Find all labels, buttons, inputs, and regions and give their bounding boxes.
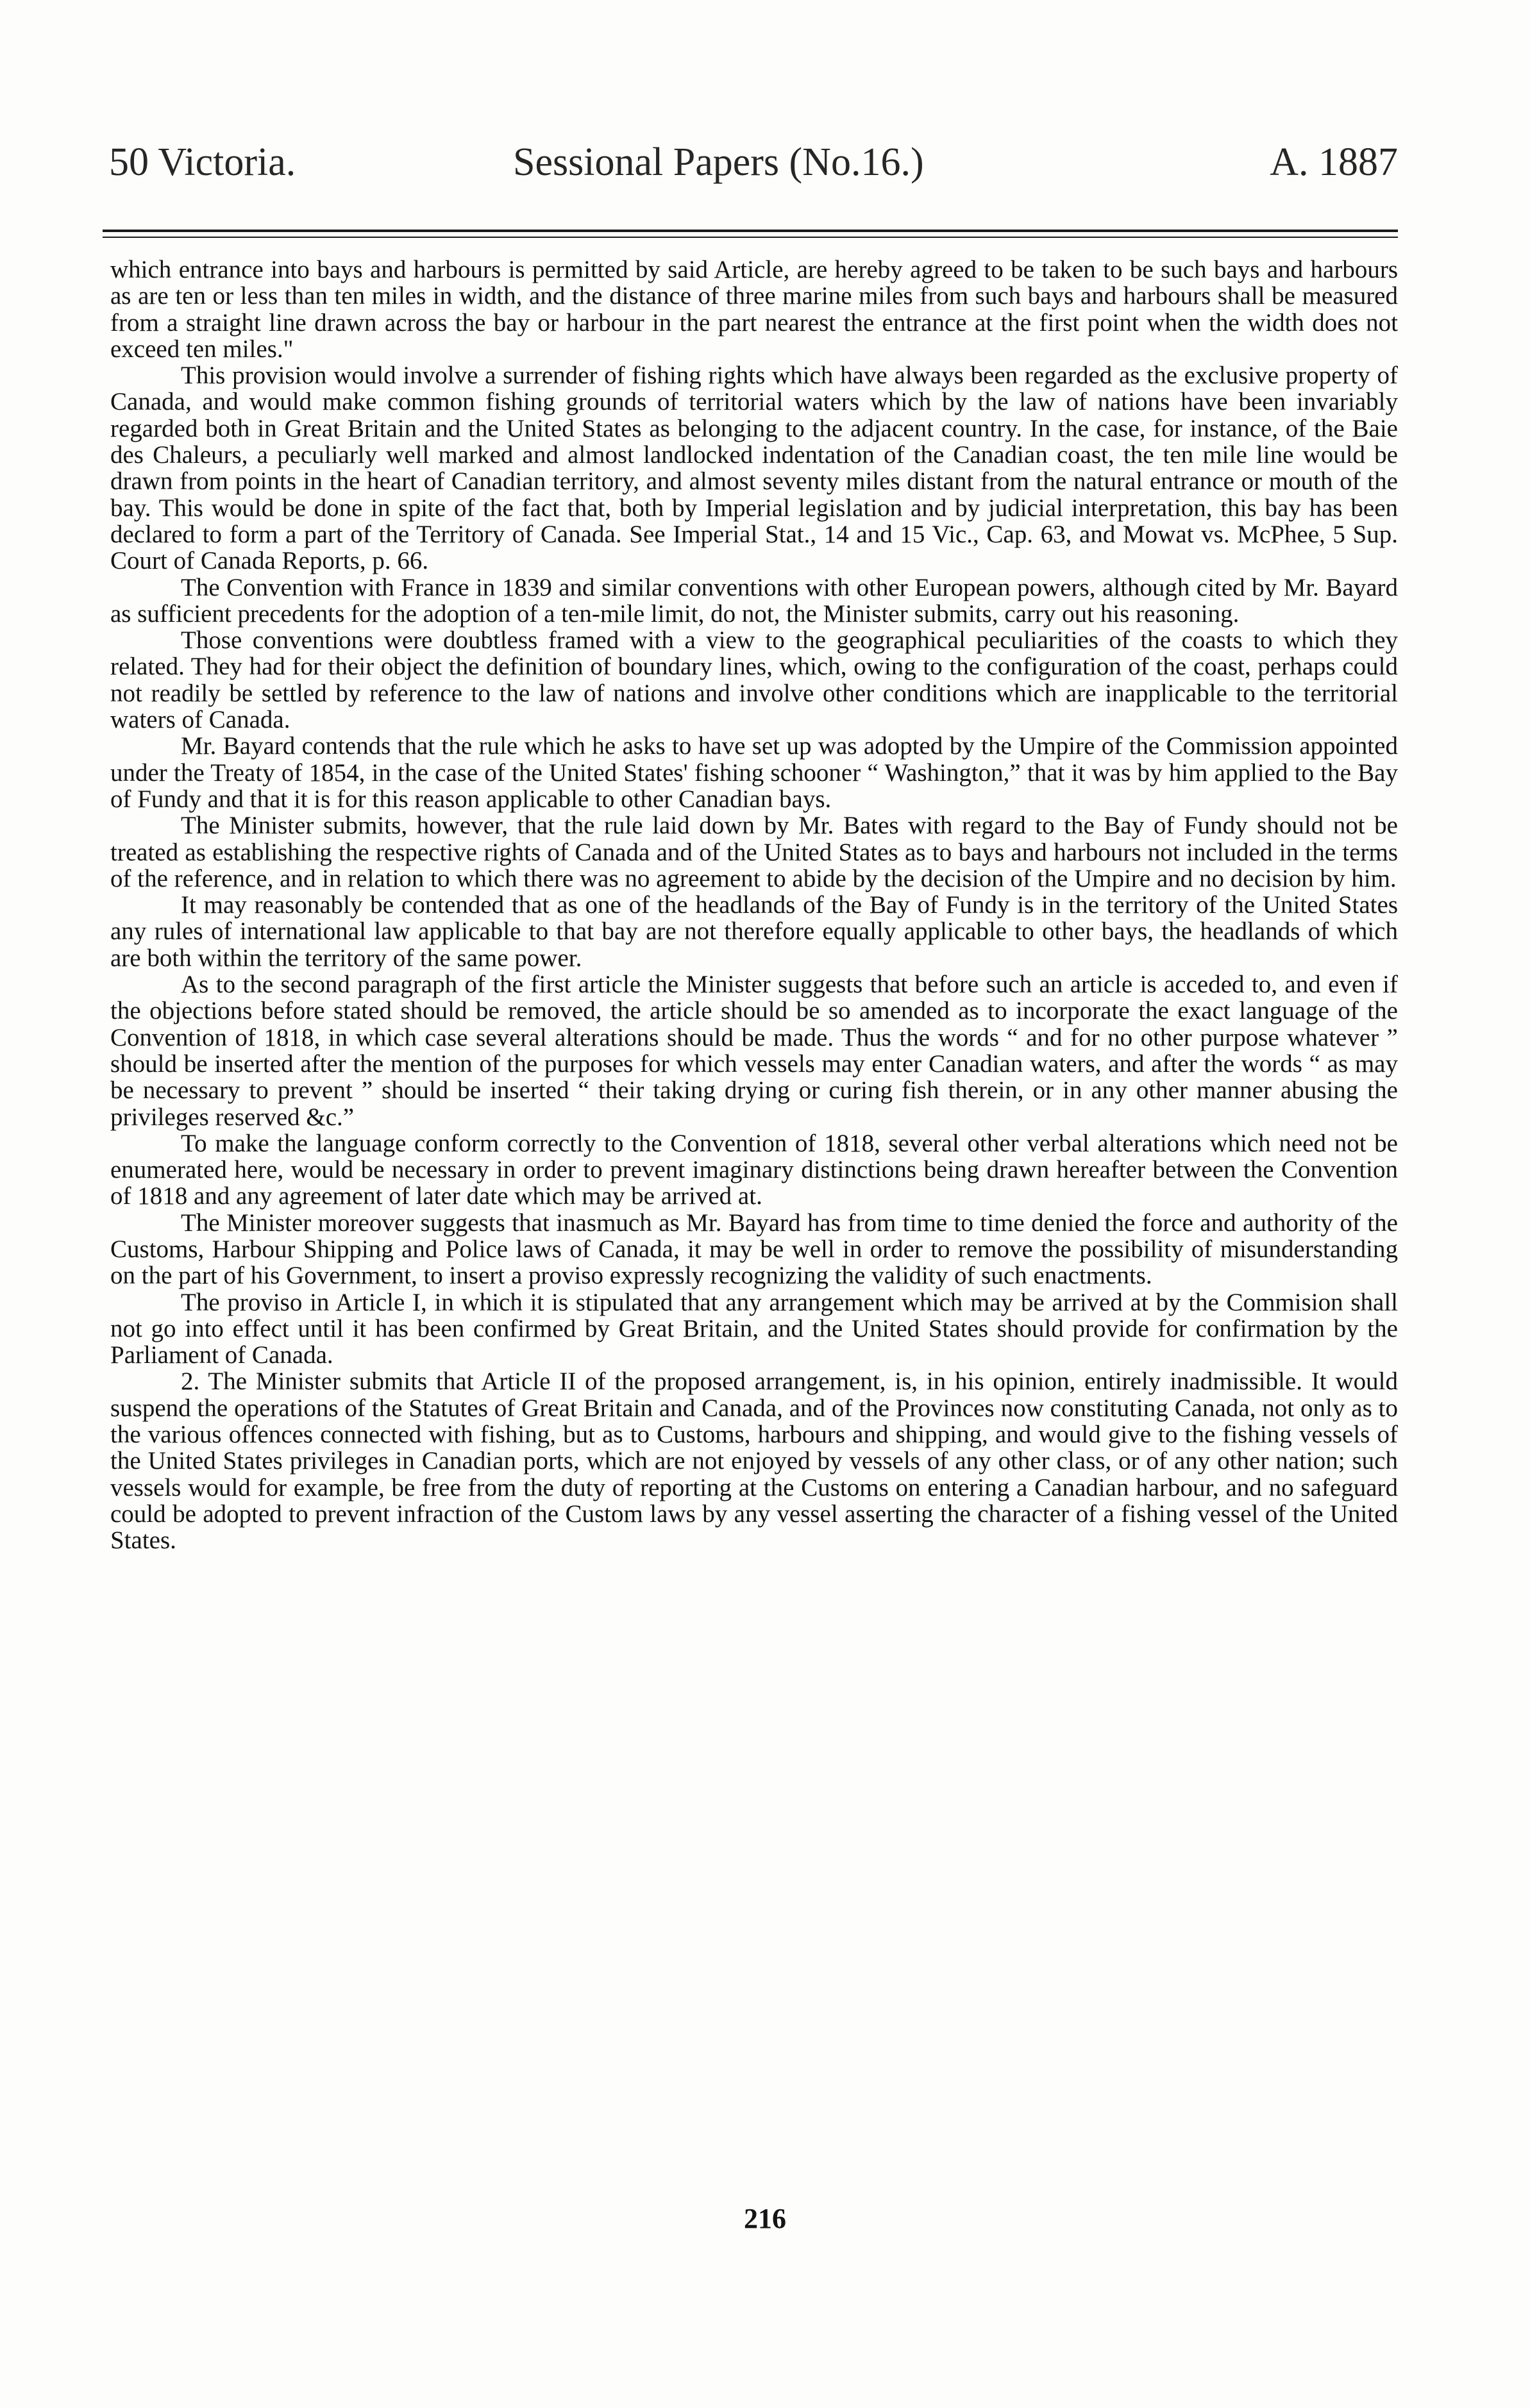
header-year: A. 1887: [1270, 140, 1398, 184]
paragraph: To make the language conform correctly to the Convention of 1818, several other verbal alterations which need not be enumerated here, would be necessary in order to prevent imaginary distinctions being drawn hereafter between the Convention of 1818 and any agreement of later date which may be arrived at.: [110, 1129, 1398, 1210]
paragraph-continuation: which entrance into bays and harbours is permitted by said Article, are hereby agreed to be taken to be such bays and harbours as are ten or less than ten miles in width, and the distance of three marine miles from such bays and harbours shall be measured from a straight line drawn across the bay or harbour in the part nearest the entrance at the first point when the width does not exceed ten miles.": [110, 256, 1398, 363]
page-number: 216: [744, 2203, 786, 2234]
paragraph: Those conventions were doubtless framed with a view to the geographical peculiarities of the coasts to which they related. They had for their object the definition of boundary lines, which, owing to the configuration of the coast, perhaps could not readily be settled by reference to the law of nations and involve other conditions which are inapplicable to the territorial waters of Canada.: [110, 626, 1398, 734]
paragraph: This provision would involve a surrender of fishing rights which have always been regarded as the exclusive property of Canada, and would make common fishing grounds of territorial waters which by the law of nations have been invariably regarded both in Great Britain and the United States as belonging to the adjacent country. In the case, for instance, of the Baie des Chaleurs, a peculiarly well marked and almost landlocked indentation of the Canadian coast, the ten mile line would be drawn from points in the heart of Canadian territory, and almost seventy miles distant from the natural entrance or mouth of the bay. This would be done in spite of the fact that, both by Imperial legislation and by judicial interpretation, this bay has been declared to form a part of the Territory of Canada. See Imperial Stat., 14 and 15 Vic., Cap. 63, and Mowat vs. McPhee, 5 Sup. Court of Canada Reports, p. 66.: [110, 362, 1398, 575]
running-header: [109, 140, 1398, 197]
body-text: [110, 256, 1398, 1554]
paragraph: As to the second paragraph of the first article the Minister suggests that before such an article is acceded to, and even if the objections before stated should be removed, the article should be so amended as to incorporate the exact language of the Convention of 1818, in which case several alterations should be made. Thus the words “ and for no other purpose whatever ” should be inserted after the mention of the purposes for which vessels may enter Canadian waters, and after the words “ as may be necessary to prevent ” should be inserted “ their taking drying or curing fish therein, or in any other manner abusing the privileges reserved &c.”: [110, 971, 1398, 1131]
header-title: Sessional Papers (No.16.): [513, 140, 924, 184]
header-rule-thick: [103, 230, 1398, 232]
paragraph: It may reasonably be contended that as one of the headlands of the Bay of Fundy is in the territory of the United States any rules of international law applicable to that bay are not therefore equally applicable to other bays, the headlands of which are both within the territory of the same power.: [110, 891, 1398, 972]
paragraph: The Minister submits, however, that the rule laid down by Mr. Bates with regard to the Bay of Fundy should not be treated as establishing the respective rights of Canada and of the United States as to bays and harbours not included in the terms of the reference, and in relation to which there was no agreement to abide by the decision of the Umpire and no decision by him.: [110, 812, 1398, 892]
header-session: 50 Victoria.: [109, 140, 296, 184]
paragraph: 2. The Minister submits that Article II of the proposed arrangement, is, in his opinion, entirely inadmissible. It would suspend the operations of the Statutes of Great Britain and Canada, and of the Provinces now constituting Canada, not only as to the various offences connected with fishing, but as to Customs, harbours and shipping, and would give to the fishing vessels of the United States privileges in Canadian ports, which are not enjoyed by vessels of any other class, or of any other nation; such vessels would for example, be free from the duty of reporting at the Customs on entering a Canadian harbour, and no safeguard could be adopted to prevent infraction of the Custom laws by any vessel asserting the character of a fishing vessel of the United States.: [110, 1367, 1398, 1555]
paragraph: The proviso in Article I, in which it is stipulated that any arrangement which may be arrived at by the Commision shall not go into effect until it has been confirmed by Great Britain, and the United States should provide for confirmation by the Parliament of Canada.: [110, 1288, 1398, 1369]
paragraph: The Minister moreover suggests that inasmuch as Mr. Bayard has from time to time denied the force and authority of the Customs, Harbour Shipping and Police laws of Canada, it may be well in order to remove the possibility of misunderstanding on the part of his Government, to insert a proviso expressly recognizing the validity of such enactments.: [110, 1208, 1398, 1290]
paragraph: Mr. Bayard contends that the rule which he asks to have set up was adopted by the Umpire of the Commission appointed under the Treaty of 1854, in the case of the United States' fishing schooner “ Washington,” that it was by him applied to the Bay of Fundy and that it is for this reason applicable to other Canadian bays.: [110, 732, 1398, 813]
paragraph: The Convention with France in 1839 and similar conventions with other European powers, although cited by Mr. Bayard as sufficient precedents for the adoption of a ten-mile limit, do not, the Minister submits, carry out his reasoning.: [110, 573, 1398, 628]
header-rule-thin: [103, 237, 1398, 238]
